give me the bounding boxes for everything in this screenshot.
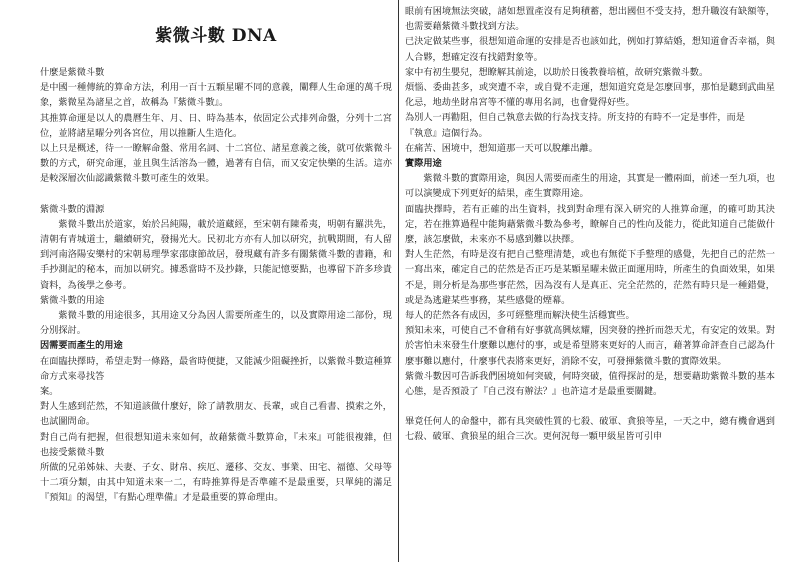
paragraph: 在面臨抉擇時，希望走對一條路，最省時便捷，又能減少阻礙挫折，以紫微斗數這種算命方式來尋找答 [40, 355, 392, 382]
paragraph: 眼前有困境無法突破，諸如想置產沒有足夠積蓄，想出國但不受支持，想升職沒有缺額等，也需要藉紫微斗數找到方法。 [405, 6, 775, 33]
paragraph: 紫微斗數的用途很多，其用途又分為因人需要所產生的，以及實際用途二部份，現分別探討。 [40, 310, 392, 337]
paragraph: 每人的茫然各有成因，多可經整理而解決使生活穩實些。 [405, 310, 635, 322]
paragraph: 為別人一再勸阻，但自己執意去做的行為找支持。所支持的有時不一定是事件，而是 [405, 112, 745, 124]
paragraph: 對人生茫然，有時是沒有把自己整理清楚，或也有無從下手整理的感覺，先把自己的茫然一一寫出來，確定自己的茫然是否正巧是某顆星曜未做正面運用時，所產生的負面效果，如果不是，則分析是為那些事茫然，因為沒有人是真正、完全茫然的，茫然有時只是一種錯覺，或是為逃避某些事務，某些感覺的煙幕。 [405, 249, 775, 306]
right-column-body [405, 4, 775, 445]
paragraph: 什麼是紫微斗數 [40, 67, 105, 78]
paragraph: 已決定做某些事，很想知道命運的安排是否也該如此，例如打算結婚，想知道會否幸福，與人合夥，想確定沒有找錯對象等。 [405, 36, 775, 63]
paragraph: 在痛苦、困境中，想知道那一天可以脫離出離。 [405, 142, 598, 154]
paragraph: 紫微斗數的實際用途，與因人需要而產生的用途，其實是一體兩面，前述一至九項，也可以演變成下列更好的結果，產生實際用途。 [405, 173, 775, 200]
paragraph: 紫微斗數的淵源 [40, 203, 105, 215]
paragraph-spacer [40, 187, 392, 202]
paragraph: 所做的兄弟姊妹、夫妻、子女、財帛、疾厄、遷移、交友、事業、田宅、福德、父母等十二項分類，由其中知道未來一二，有時推算得是否準確不是最重要，只單純的滿足『預知』的渴望，『有點心理準備』才是最重要的算命理由。 [40, 462, 392, 504]
paragraph: 家中有初生嬰兒，想瞭解其前途，以助於日後教養培植，故研究紫微斗數。 [405, 66, 709, 78]
right-column [405, 0, 775, 562]
document-title: 紫微斗數 DNA [155, 26, 277, 46]
paragraph: 『執意』這個行為。 [405, 127, 488, 139]
paragraph: 案。 [40, 386, 59, 398]
paragraph: 紫微斗數出於道家，始於呂純陽，載於道藏經，至宋朝有陳希夷，明朝有羅洪先，清朝有青城道士，繼續研究，發揚光大。民初北方亦有人加以研究，抗戰期間，有人留到河南洛陽安樂村的宋朝易理學家邵康節故居，發現藏有許多有關紫微斗數的書籍，和手抄測記的秘本，而加以研究。據悉當時不及抄錄，只能記憶要點，也導留下許多珍貴資料，為後學之參考。 [40, 218, 392, 291]
left-column [40, 0, 392, 562]
left-column-body [40, 65, 392, 506]
paragraph: 其推算命運是以人的農曆生年、月、日、時為基本，依固定公式排列命盤，分列十二宮位，並將諸星曜分列各宮位，用以推斷人生造化。 [40, 112, 392, 139]
paragraph: 畢竟任何人的命盤中，都有具突破性質的七殺、破軍、貪狼等星，一天之中，總有機會遇到七殺、破軍、貪狼星的組合三次。更何況每一顆甲級星皆可引申 [405, 416, 775, 443]
paragraph: 紫微斗數的用途 [40, 294, 105, 306]
paragraph: 以上只是概述，待一一瞭解命盤、常用名詞、十二宮位、諸星意義之後，就可依紫微斗數的方式，研究命運，並且與生活溶為一體，過著有自信，而又安定快樂的生活。這亦是較深層次仙認識紫微斗數可產生的效果。 [40, 143, 392, 185]
paragraph: 預知未來，可使自己不會稍有好事就高興炫耀，因突發的挫折而怨天尤，有安定的效果。對於害怕未來發生什麼難以應付的事，或是希望將來更好的人而言，藉著算命評查自己認為什麼事難以應付，什麼事代表將來更好，消除不安，可發揮紫微斗數的實際效果。 [405, 325, 775, 367]
paragraph: 對人生感到茫然，不知道該做什麼好，除了請教朋友、長輩，或自己看書、摸索之外，也試圖問命。 [40, 401, 392, 428]
paragraph: 對自己尚有把握，但很想知道未來如何，故藉紫微斗數算命，『未來』可能很複雜，但也接受紫微斗數 [40, 431, 392, 458]
column-divider [398, 0, 399, 562]
paragraph: 紫微斗數因可告訴我們困境如何突破，何時突破，值得探討的是，想要藉助紫微斗數的基本心態，是否預設了『自己沒有辦法？』也許這才是最重要關鍵。 [405, 370, 775, 398]
section-heading: 實際用途 [405, 158, 442, 170]
section-heading: 因需要而產生的用途 [40, 340, 123, 352]
paragraph-spacer [405, 399, 775, 414]
paragraph: 煩惱、委曲甚多，或突遭不幸，或自覺不走運，想知道究竟是怎麼回事，那怕是聽到武曲星化忌，地劫坐財帛宮等不懂的專用名詞，也會覺得好些。 [405, 82, 775, 109]
paragraph: 是中國一種傳統的算命方法，利用一百十五顆星曜不同的意義，闡釋人生命運的萬千現象，紫微星為諸星之首，故稱為『紫微斗數』。 [40, 82, 392, 109]
paragraph: 面臨抉擇時，若有正確的出生資料，找到對命理有深入研究的人推算命運，的確可助其決定，若在推算過程中能夠藉紫微斗數為參考，瞭解自己的性向及能力，從此知道自己能做什麼，該怎麼做，未來亦不易感到難以抉擇。 [405, 203, 775, 246]
